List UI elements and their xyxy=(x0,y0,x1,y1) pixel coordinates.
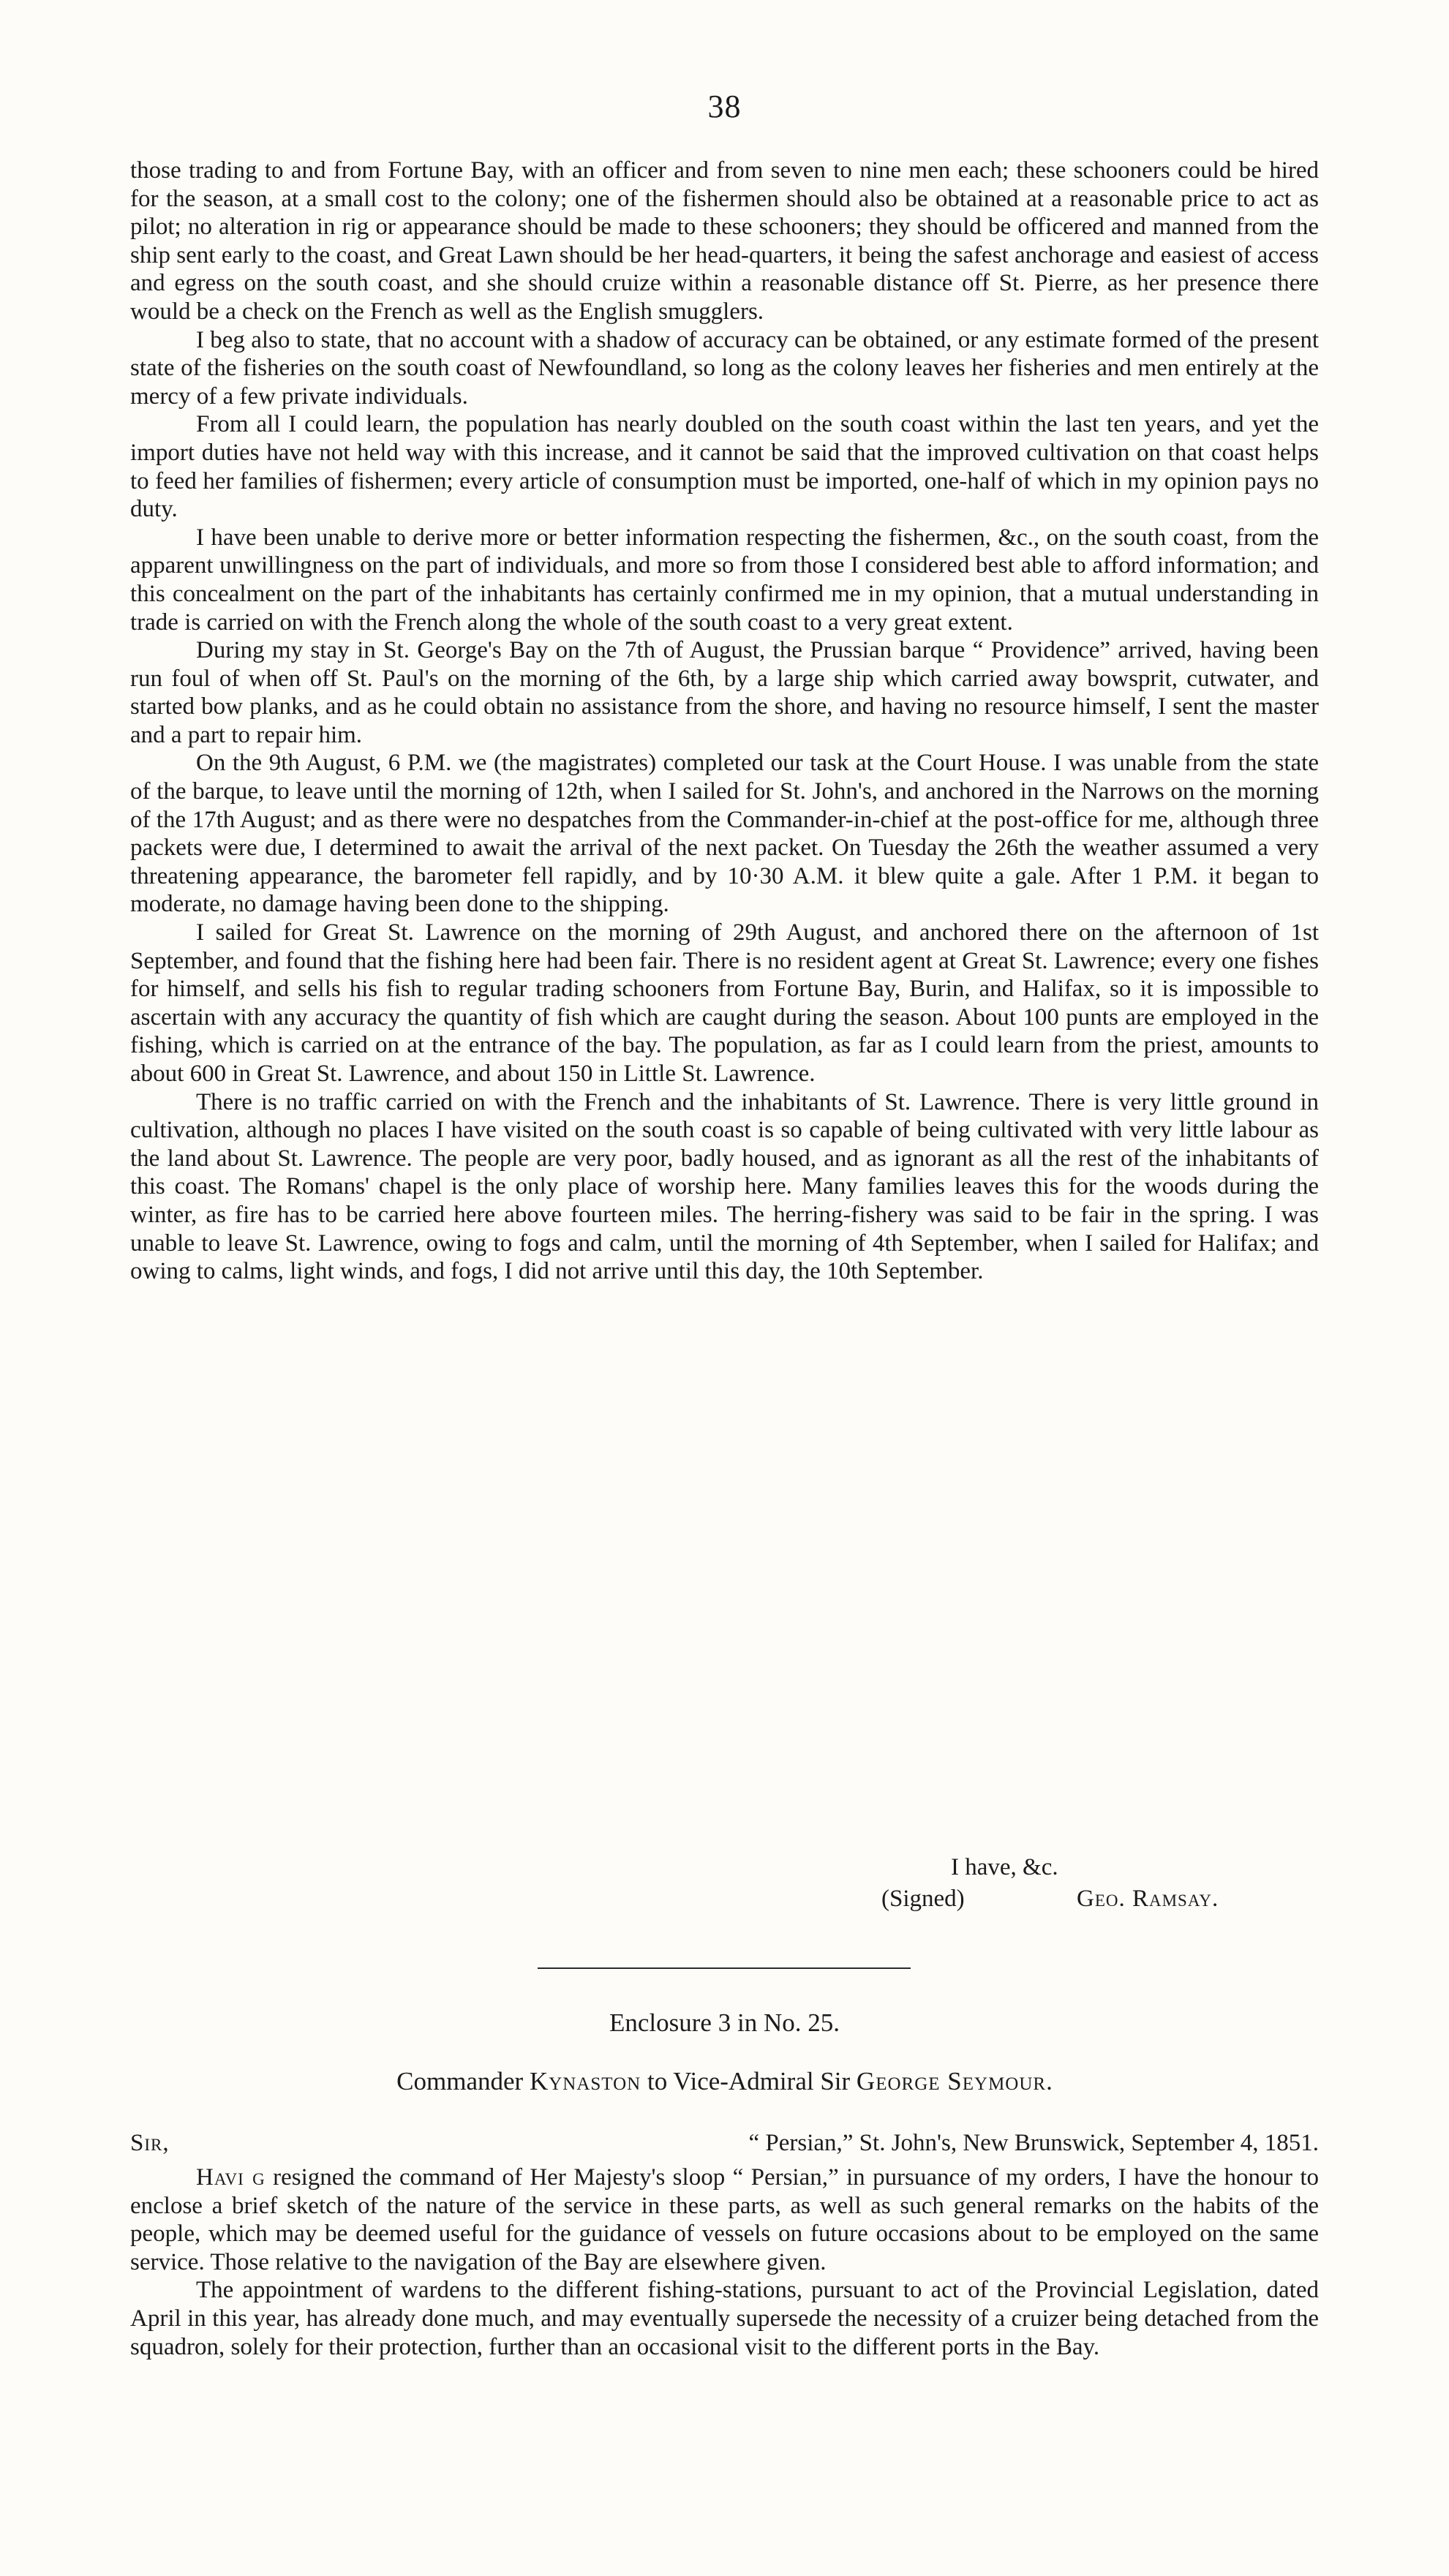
heading-recipient: George Seymour xyxy=(856,2067,1047,2095)
letter-paragraph-1-rest: resigned the command of Her Majesty's sloop “ Persian,” in pursuance of my orders, I have the honour to enclose a brief sketch of the nature of the service in these parts, as well as such general remarks on the habits of the people, which may be deemed useful for the guidance of vessels on future occasions about to be employed on the same service. Those relative to the navigation of the Bay are elsewhere given. xyxy=(130,2164,1319,2275)
salutation: Sir, xyxy=(130,2130,170,2156)
enclosure-label: Enclosure 3 in No. 25. xyxy=(609,2008,840,2037)
letter-heading xyxy=(0,2067,1449,2096)
paragraph-court-house: On the 9th August, 6 P.M. we (the magistrates) completed our task at the Court House. I was unable from the state of the barque, to leave until the morning of 12th, when I sailed for St. John's, and anchored in the Narrows on the morning of the 17th August; and as there were no despatches from the Commander-in-chief at the post-office for me, although three packets were due, I determined to await the arrival of the next packet. On Tuesday the 26th the weather assumed a very threatening appearance, the barometer fell rapidly, and by 10·30 A.M. it blew quite a gale. After 1 P.M. it began to moderate, no damage having been done to the shipping. xyxy=(130,750,1319,918)
paragraph-continuation: those trading to and from Fortune Bay, with an officer and from seven to nine men each; these schooners could be hired for the season, at a small cost to the colony; one of the fishermen should also be obtained at a reasonable price to act as pilot; no alteration in rig or appearance should be made to these schooners; they should be officered and manned from the ship sent early to the coast, and Great Lawn should be her head-quarters, it being the safest anchorage and easiest of access and egress on the south coast, and she should cruize within a reasonable distance off St. Pierre, as her presence there would be a check on the French as well as the English smugglers. xyxy=(130,157,1319,325)
signed-label: (Signed) xyxy=(881,1886,965,1912)
section-divider xyxy=(538,1967,911,1969)
paragraph-population: From all I could learn, the population has nearly doubled on the south coast within the last ten years, and yet the import duties have not held way with this increase, and it cannot be said that the improved cultivation on that coast helps to feed her families of fishermen; every article of consumption must be imported, one-half of which in my opinion pays no duty. xyxy=(130,411,1319,523)
heading-mid: to Vice-Admiral Sir xyxy=(641,2067,857,2095)
report-body xyxy=(130,157,1319,1286)
heading-prefix: Commander xyxy=(396,2067,530,2095)
paragraph-accuracy: I beg also to state, that no account with a shadow of accuracy can be obtained, or any estimate formed of the present state of the fisheries on the south coast of Newfoundland, so long as the colony leaves her fisheries and men entirely at the mercy of a few private individuals. xyxy=(130,326,1319,410)
letter-body xyxy=(130,2163,1319,2361)
paragraph-providence: During my stay in St. George's Bay on the 7th of August, the Prussian barque “ Providence” arrived, having been run foul of when off St. Paul's on the morning of the 6th, by a large ship which carried away bowsprit, cutwater, and started bow planks, and as he could obtain no assistance from the shore, and having no resource himself, I sent the master and a part to repair him. xyxy=(130,637,1319,748)
letter-paragraph-1 xyxy=(130,2163,1319,2276)
paragraph-great-st-lawrence: I sailed for Great St. Lawrence on the morning of 29th August, and anchored there on the afternoon of 1st September, and found that the fishing here had been fair. There is no resident agent at Great St. Lawrence; every one fishes for himself, and sells his fish to regular trading schooners from Fortune Bay, Burin, and Halifax, so it is impossible to ascertain with any accuracy the quantity of fish which are caught during the season. About 100 punts are employed in the fishing, which is carried on at the entrance of the bay. The population, as far as I could learn from the priest, amounts to about 600 in Great St. Lawrence, and about 150 in Little St. Lawrence. xyxy=(130,919,1319,1087)
dateline: “ Persian,” St. John's, New Brunswick, September 4, 1851. xyxy=(748,2130,1319,2156)
paragraph-information: I have been unable to derive more or better information respecting the fishermen, &c., on the south coast, from the apparent unwillingness on the part of individuals, and more so from those I considered best able to afford information; and this concealment on the part of the inhabitants has certainly confirmed me in my opinion, that a mutual understanding in trade is carried on with the French along the whole of the south coast to a very great extent. xyxy=(130,524,1319,636)
heading-end: . xyxy=(1046,2067,1053,2095)
closing-line: I have, &c. xyxy=(951,1854,1058,1880)
heading-sender: Kynaston xyxy=(529,2067,641,2095)
signer-name: Geo. Ramsay. xyxy=(1077,1886,1219,1912)
page-number: 38 xyxy=(707,88,742,124)
letter-first-word: Havi g xyxy=(196,2164,266,2191)
letter-paragraph-2: The appointment of wardens to the different fishing-stations, pursuant to act of the Provincial Legislation, dated April in this year, has already done much, and may eventually supersede the necessity of a cruizer being detached from the squadron, solely for their protection, further than an occasional visit to the different ports in the Bay. xyxy=(130,2277,1319,2360)
paragraph-traffic: There is no traffic carried on with the French and the inhabitants of St. Lawrence. There is very little ground in cultivation, although no places I have visited on the south coast is so capable of being cultivated with very little labour as the land about St. Lawrence. The people are very poor, badly housed, and as ignorant as all the rest of the inhabitants of this coast. The Romans' chapel is the only place of worship here. Many families leaves this for the woods during the winter, as fire has to be carried here above fourteen miles. The herring-fishery was said to be fair in the spring. I was unable to leave St. Lawrence, owing to fogs and calm, until the morning of 4th September, when I sailed for Halifax; and owing to calms, light winds, and fogs, I did not arrive until this day, the 10th September. xyxy=(130,1088,1319,1285)
